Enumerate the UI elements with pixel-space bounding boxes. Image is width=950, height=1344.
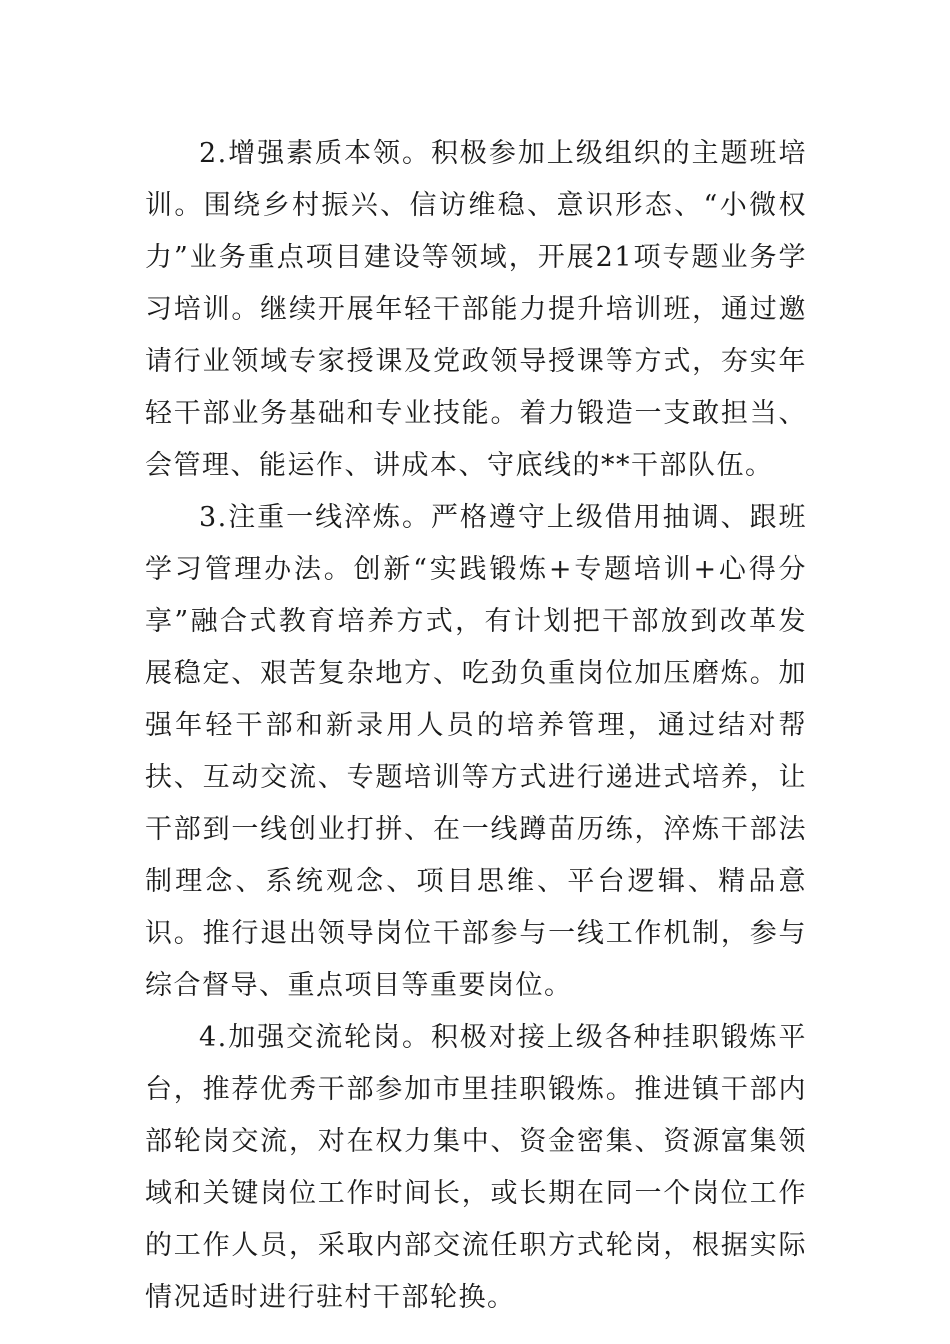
paragraph-enhance-quality: 2.增强素质本领。积极参加上级组织的主题班培训。围绕乡村振兴、信访维稳、意识形态、“小微权力”业务重点项目建设等领域，开展21项专题业务学习培训。继续开展年轻干部能力提升培训班，通过邀请行业领域专家授课及党政领导授课等方式，夯实年轻干部业务基础和专业技能。着力锻造一支敢担当、会管理、能运作、讲成本、守底线的**干部队伍。 bbox=[145, 138, 807, 481]
document-body bbox=[145, 128, 807, 1324]
paragraph-job-rotation: 4.加强交流轮岗。积极对接上级各种挂职锻炼平台，推荐优秀干部参加市里挂职锻炼。推进镇干部内部轮岗交流，对在权力集中、资金密集、资源富集领域和关键岗位工作时间长，或长期在同一个岗位工作的工作人员，采取内部交流任职方式轮岗，根据实际情况适时进行驻村干部轮换。 bbox=[145, 1022, 807, 1313]
paragraph-frontline-training: 3.注重一线淬炼。严格遵守上级借用抽调、跟班学习管理办法。创新“实践锻炼+专题培训+心得分享”融合式教育培养方式，有计划把干部放到改革发展稳定、艰苦复杂地方、吃劲负重岗位加压磨炼。加强年轻干部和新录用人员的培养管理，通过结对帮扶、互动交流、专题培训等方式进行递进式培养，让干部到一线创业打拼、在一线蹲苗历练，淬炼干部法制理念、系统观念、项目思维、平台逻辑、精品意识。推行退出领导岗位干部参与一线工作机制，参与综合督导、重点项目等重要岗位。 bbox=[145, 502, 807, 1001]
